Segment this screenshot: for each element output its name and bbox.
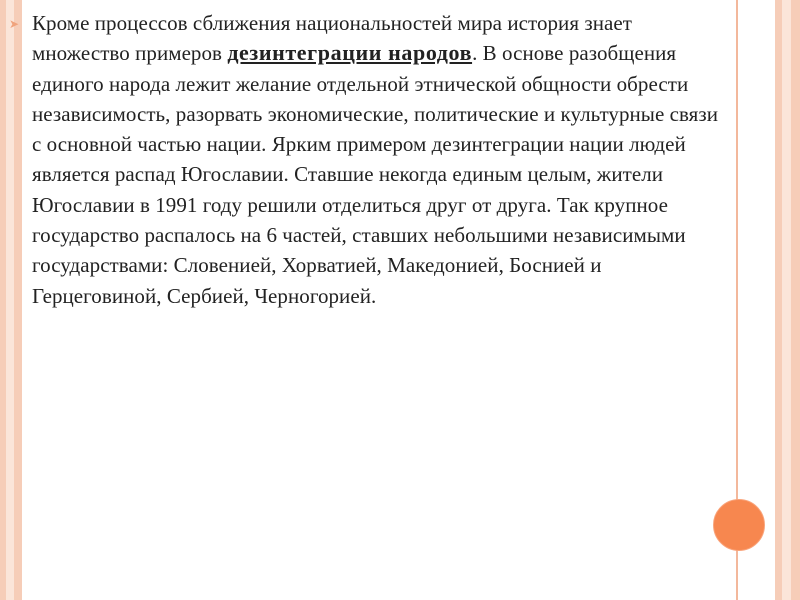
paragraph-part2: . В основе разобщения единого народа лежит желание отдельной этнической общности обрести независимость, разорвать экономические, политические и культурные связи с основной частью нации. Ярким примером дезинтеграции нации людей является распад Югославии. Ставшие некогда единым целым, жители Югославии в 1991 году решили отделиться друг от друга. Так крупное государство распалось на 6 частей, ставших небольшими независимыми государствами: Словенией, Хорватией, Македонией, Боснией и Герцеговиной, Сербией, Черногорией. xyxy=(32,41,719,308)
decor-circle xyxy=(713,499,765,551)
paragraph-part1: Кроме процессов сближения национальностей мира история знает множество примеров xyxy=(32,11,632,66)
right-decor-band-inner xyxy=(782,0,791,600)
key-term: дезинтеграции народов xyxy=(227,40,473,66)
bullet-arrow-icon: ➤ xyxy=(9,17,20,31)
slide-paragraph xyxy=(32,8,722,311)
left-decor-band-inner xyxy=(6,0,14,600)
